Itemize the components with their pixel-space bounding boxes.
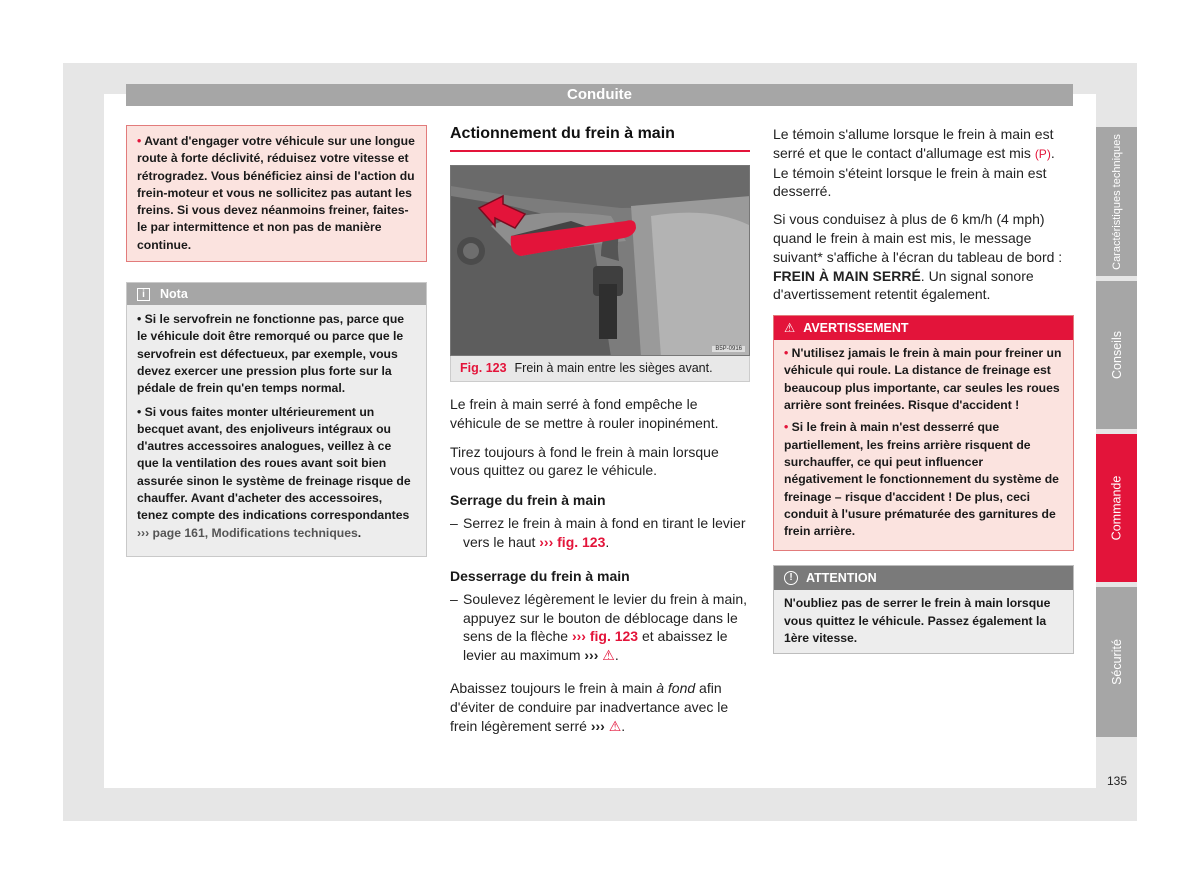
step-text: et abaissez le levier au maximum — [463, 628, 728, 664]
subheading-desserrage: Desserrage du frein à main — [450, 567, 630, 584]
punctuation: . — [605, 533, 610, 550]
column-left — [126, 125, 427, 557]
reference-arrows: ››› — [584, 647, 599, 664]
paragraph-text: Abaissez toujours le frein à main — [450, 679, 653, 696]
page-reference-link[interactable]: ››› page 161, Modifications techniques — [137, 525, 358, 540]
bullet-icon: • — [137, 312, 145, 327]
paragraph — [773, 210, 1074, 304]
paragraph-text: afin d'éviter de conduire par inadvertance avec le frein légèrement serré — [450, 679, 729, 734]
attention-box — [773, 565, 1074, 654]
note-box — [126, 282, 427, 557]
paragraph: Tirez toujours à fond le frein à main lorsque vous quittez ou garez le véhicule. — [450, 443, 719, 479]
handbrake-illustration — [451, 166, 750, 356]
avertissement-body — [774, 340, 1073, 550]
note-header — [127, 283, 426, 305]
punctuation: . — [357, 525, 362, 540]
note-body — [127, 305, 426, 556]
note-item-text: Si le servofrein ne fonctionne pas, parce que le véhicule doit être remorqué ou parce que le servofrein est défectueux, par exemple, vous devez exercer une pression plus forte sur la pédale de frein qu'en temps normal. — [137, 312, 405, 396]
avertissement-title: AVERTISSEMENT — [803, 321, 909, 336]
warning-text: Avant d'engager votre véhicule sur une longue route à forte déclivité, réduisez votre vitesse et rétrogradez. Vous bénéficiez ainsi de l'action du frein-moteur et vous ne sollicitez pas autant les freins. Si vous devez néanmoins freiner, faites-le par intermittence et non pas de manière continue. — [137, 134, 415, 252]
paragraph-text: Si vous conduisez à plus de 6 km/h (4 mph) quand le frein à main est mis, le message suivant* s'affiche à l'écran du tableau de bord : — [773, 211, 1063, 265]
emphasis-text: à fond — [656, 679, 696, 696]
step-text: Serrez le frein à main à fond en tirant le levier vers le haut — [463, 515, 746, 550]
handbrake-figure — [450, 165, 750, 356]
paragraph — [773, 125, 1074, 201]
bullet-icon: • — [137, 404, 145, 419]
section-title: Actionnement du frein à main — [450, 125, 750, 152]
paragraph-text: . Le témoin s'éteint lorsque le frein à main est desserré. — [773, 144, 1055, 200]
bullet-icon: • — [784, 346, 792, 361]
warning-reference-link[interactable] — [591, 718, 621, 734]
caption-text: Frein à main entre les sièges avant. — [514, 361, 713, 375]
avertissement-header — [774, 316, 1073, 340]
avertissement-item — [784, 345, 1063, 414]
warning-triangle-icon: ⚠ — [608, 717, 622, 734]
instruction-text: Soulevez légèrement le levier du frein à main, appuyez sur le bouton de déblocage dans le sens de la flèche ››› fig. 123 et abaissez le levier au maximum ››› ⚠. — [463, 590, 748, 664]
bullet-icon: • — [137, 134, 142, 148]
note-item-text: Si vous faites monter ultérieurement un becquet avant, des enjoliveurs intégraux ou d'autres accessoires analogues, veillez à ce que la ventilation des roues avant soit bien assurée sinon le système de freinage risque de chauffer. Avant d'acheter des accessoires, tenez compte des indications correspondantes — [137, 404, 411, 523]
instruction-step — [450, 514, 750, 552]
exclamation-circle-icon: ! — [784, 571, 798, 585]
tab-commande[interactable] — [1096, 434, 1137, 582]
display-message: FREIN À MAIN SERRÉ — [773, 267, 921, 284]
warning-triangle-icon: ⚠ — [602, 647, 615, 664]
column-middle — [450, 125, 750, 735]
attention-title: ATTENTION — [806, 571, 877, 586]
warning-reference-link[interactable] — [584, 647, 614, 663]
paragraph: Abaissez toujours le frein à main à fond afin d'éviter de conduire par inadvertance avec le frein légèrement serré ››› ⚠. — [450, 679, 729, 734]
paragraph-text: Le témoin s'allume lorsque le frein à main est serré et que le contact d'allumage est mis — [773, 126, 1054, 161]
note-item — [137, 404, 416, 542]
dash-marker: – — [450, 590, 458, 607]
attention-body: N'oubliez pas de serrer le frein à main lorsque vous quittez le véhicule. Passez également la 1ère vitesse. — [784, 596, 1051, 646]
avertissement-box — [773, 315, 1074, 551]
tab-conseils[interactable] — [1096, 281, 1137, 429]
tab-label: Commande — [1109, 475, 1124, 541]
figure-code: B5P-0916 — [712, 346, 745, 352]
figure-label: Fig. 123 — [460, 361, 507, 375]
reference-arrows: ››› — [590, 717, 605, 734]
paragraph-text: . Un signal sonore d'avertissement retentit également. — [773, 267, 1034, 303]
warning-box — [126, 125, 427, 262]
tab-caracteristiques-techniques[interactable] — [1096, 127, 1137, 276]
info-icon: i — [137, 288, 150, 301]
dash-marker: – — [450, 515, 458, 532]
page-number: 135 — [1106, 774, 1128, 788]
tab-label: Conseils — [1109, 331, 1124, 379]
avertissement-item-text: Si le frein à main n'est desserré que partiellement, les freins arrière risquent de surchauffer, ce qui peut influencer négativement le fonctionnement du système de freinage – risque d'accident ! De plus, ceci conduit à l'usure prématurée des garnitures de frein arrière. — [784, 420, 1059, 539]
avertissement-item-text: N'utilisez jamais le frein à main pour freiner un véhicule qui roule. La distance de freinage est beaucoup plus importante, car seules les roues arrière sont freinées. Risque d'accident ! — [784, 346, 1062, 413]
note-title: Nota — [160, 287, 188, 302]
figure-reference-link[interactable]: ››› fig. 123 — [571, 628, 639, 645]
column-right — [773, 125, 1074, 654]
bullet-icon: • — [784, 420, 792, 435]
figure-reference-link[interactable]: ››› fig. 123 — [539, 533, 606, 550]
figure-caption — [450, 356, 750, 382]
step-text: Soulevez légèrement le levier du frein à main, appuyez sur le bouton de déblocage dans le sens de la flèche — [463, 590, 748, 645]
parking-brake-warning-icon: (P) — [1034, 146, 1051, 161]
avertissement-item — [784, 419, 1063, 540]
subheading-serrage: Serrage du frein à main — [450, 492, 606, 509]
paragraph: Le frein à main serré à fond empêche le véhicule de se mettre à rouler inopinément. — [450, 396, 719, 431]
instruction-text — [463, 514, 750, 552]
tab-label: Caractéristiques techniques — [1110, 133, 1123, 270]
tab-label: Sécurité — [1109, 639, 1124, 685]
tab-securite[interactable] — [1096, 587, 1137, 737]
warning-triangle-icon: ⚠ — [784, 321, 796, 336]
note-item — [137, 311, 416, 397]
instruction-step — [450, 590, 750, 665]
attention-header — [774, 566, 1073, 590]
chapter-header: Conduite — [126, 84, 1073, 106]
